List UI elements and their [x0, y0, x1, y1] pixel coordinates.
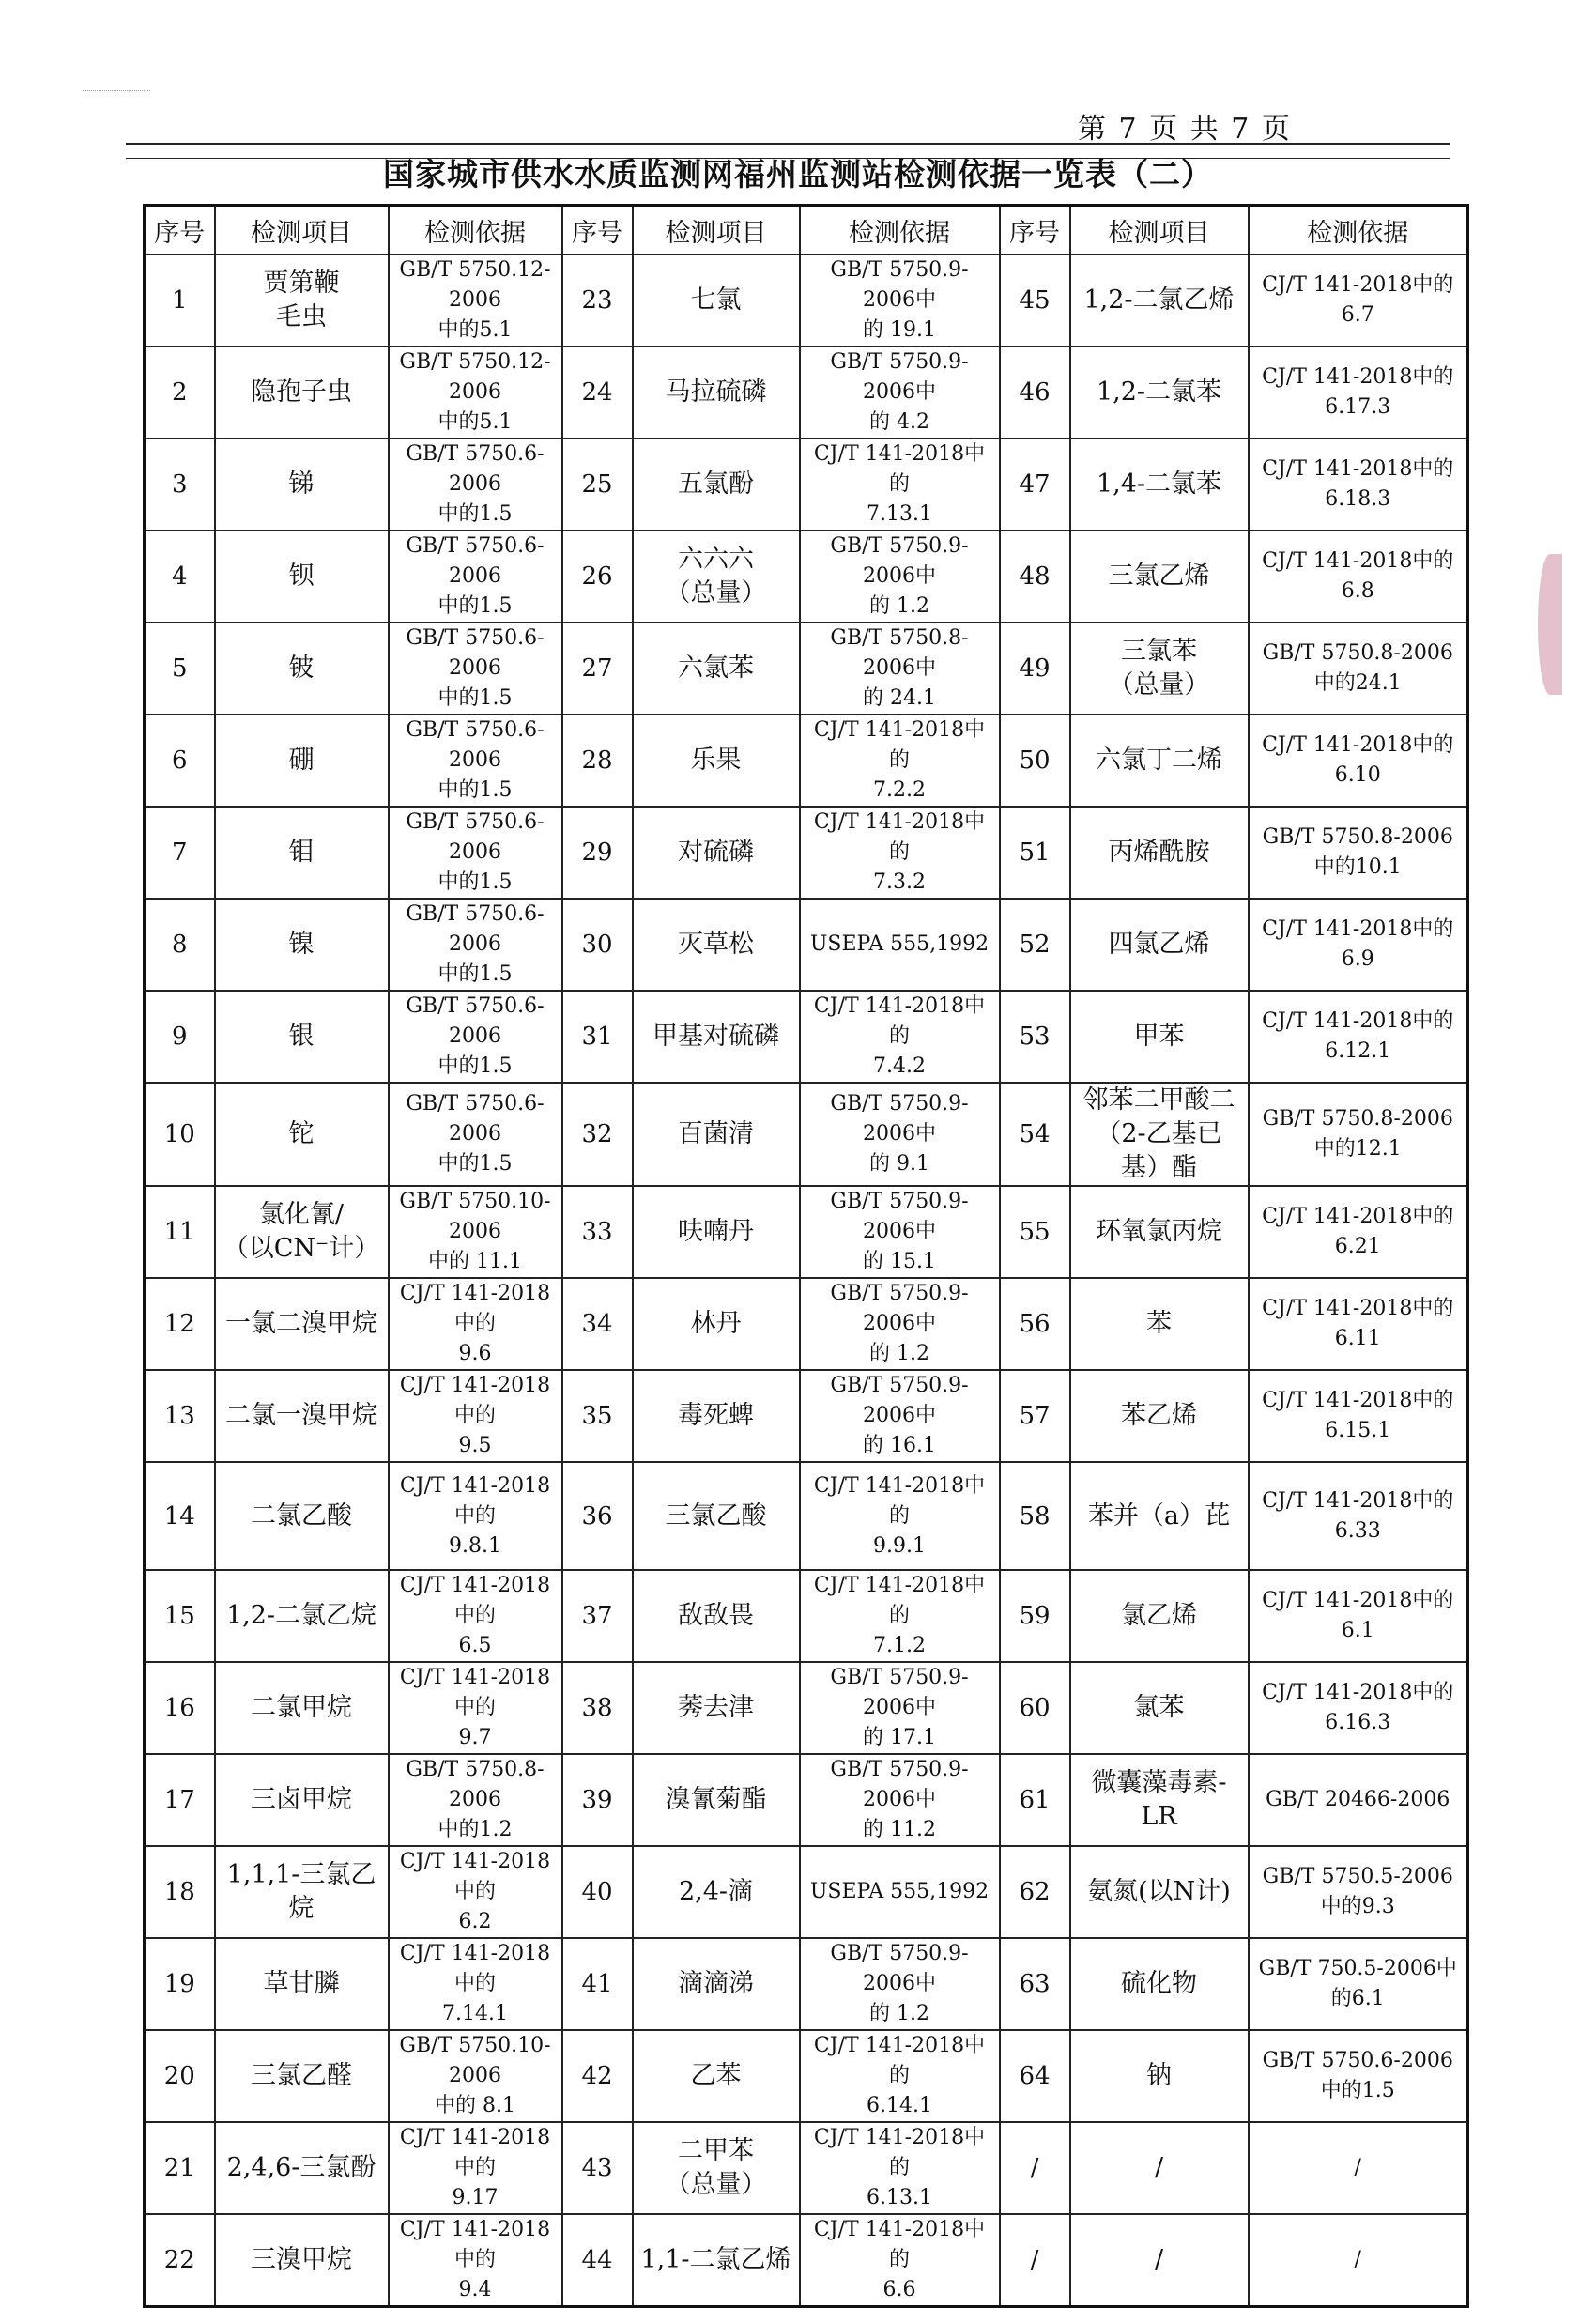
- test-basis: GB/T 5750.6-2006 中的1.5: [389, 899, 562, 991]
- test-item: 1,2-二氯乙烷: [215, 1570, 389, 1662]
- test-item: 苯: [1070, 1278, 1249, 1370]
- table-row: [145, 807, 1468, 899]
- table-row: [145, 531, 1468, 623]
- table-row: [145, 991, 1468, 1083]
- row-number: 44: [562, 2214, 633, 2307]
- row-number: 28: [562, 715, 633, 807]
- row-number: 8: [145, 899, 215, 991]
- table-row: [145, 1754, 1468, 1846]
- test-item: 六六六 （总量）: [633, 531, 800, 623]
- test-item: 毒死蜱: [633, 1370, 800, 1462]
- test-item: 草甘膦: [215, 1938, 389, 2030]
- test-basis: GB/T 5750.12-2006 中的5.1: [389, 254, 562, 346]
- test-basis: GB/T 5750.9-2006中 的 11.2: [800, 1754, 1000, 1846]
- test-item: 铊: [215, 1083, 389, 1186]
- row-number: /: [1000, 2214, 1070, 2307]
- table-row: [145, 1186, 1468, 1278]
- row-number: 3: [145, 439, 215, 531]
- test-basis: GB/T 5750.8-2006中 的 24.1: [800, 623, 1000, 715]
- test-basis: CJ/T 141-2018中的 9.5: [389, 1370, 562, 1462]
- test-item: 甲基对硫磷: [633, 991, 800, 1083]
- test-item: 滴滴涕: [633, 1938, 800, 2030]
- row-number: 5: [145, 623, 215, 715]
- test-item: 镍: [215, 899, 389, 991]
- test-item: 铍: [215, 623, 389, 715]
- row-number: 17: [145, 1754, 215, 1846]
- row-number: 15: [145, 1570, 215, 1662]
- test-item: 六氯丁二烯: [1070, 715, 1249, 807]
- test-item: 邻苯二甲酸二 （2-乙基已 基）酯: [1070, 1083, 1249, 1186]
- test-item: 甲苯: [1070, 991, 1249, 1083]
- test-item: 氨氮(以N计): [1070, 1846, 1249, 1938]
- test-basis: GB/T 5750.9-2006中 的 16.1: [800, 1370, 1000, 1462]
- row-number: 36: [562, 1462, 633, 1570]
- test-basis: GB/T 5750.9-2006中 的 1.2: [800, 1938, 1000, 2030]
- row-number: 33: [562, 1186, 633, 1278]
- test-item: 呋喃丹: [633, 1186, 800, 1278]
- row-number: 13: [145, 1370, 215, 1462]
- test-basis: CJ/T 141-2018中的 6.2: [389, 1846, 562, 1938]
- header-no: 序号: [1000, 206, 1070, 255]
- test-item: 六氯苯: [633, 623, 800, 715]
- test-basis: GB/T 5750.6-2006 中的1.5: [389, 991, 562, 1083]
- test-basis: CJ/T 141-2018中的 6.8: [1249, 531, 1468, 623]
- row-number: 46: [1000, 346, 1070, 439]
- header-rule: [126, 143, 1450, 145]
- test-basis: CJ/T 141-2018中的 9.9.1: [800, 1462, 1000, 1570]
- test-basis: GB/T 5750.6-2006 中的1.5: [389, 1083, 562, 1186]
- row-number: 4: [145, 531, 215, 623]
- row-number: 30: [562, 899, 633, 991]
- row-number: 64: [1000, 2030, 1070, 2122]
- test-basis: GB/T 5750.6-2006 中的1.5: [389, 439, 562, 531]
- row-number: 11: [145, 1186, 215, 1278]
- table-row: [145, 1662, 1468, 1754]
- table-body: [145, 254, 1468, 2307]
- test-item: 五氯酚: [633, 439, 800, 531]
- row-number: 22: [145, 2214, 215, 2307]
- row-number: 35: [562, 1370, 633, 1462]
- test-basis: GB/T 5750.10-2006 中的 11.1: [389, 1186, 562, 1278]
- test-item: 灭草松: [633, 899, 800, 991]
- test-basis: CJ/T 141-2018中的 6.18.3: [1249, 439, 1468, 531]
- test-basis: GB/T 5750.10-2006 中的 8.1: [389, 2030, 562, 2122]
- table-row: [145, 2122, 1468, 2214]
- test-item: 贾第鞭 毛虫: [215, 254, 389, 346]
- table-header-row: [145, 206, 1468, 255]
- test-item: 钼: [215, 807, 389, 899]
- test-basis: CJ/T 141-2018中的 6.6: [800, 2214, 1000, 2307]
- table-row: [145, 439, 1468, 531]
- test-basis: GB/T 5750.6-2006 中的1.5: [389, 531, 562, 623]
- row-number: 52: [1000, 899, 1070, 991]
- test-item: 乐果: [633, 715, 800, 807]
- row-number: 14: [145, 1462, 215, 1570]
- test-basis: USEPA 555,1992: [800, 1846, 1000, 1938]
- row-number: 9: [145, 991, 215, 1083]
- row-number: 24: [562, 346, 633, 439]
- row-number: 63: [1000, 1938, 1070, 2030]
- row-number: 37: [562, 1570, 633, 1662]
- test-basis: CJ/T 141-2018中的 7.2.2: [800, 715, 1000, 807]
- test-item: 二氯一溴甲烷: [215, 1370, 389, 1462]
- test-item: 二甲苯 （总量）: [633, 2122, 800, 2214]
- test-item: 微囊藻毒素-LR: [1070, 1754, 1249, 1846]
- row-number: 59: [1000, 1570, 1070, 1662]
- test-basis: CJ/T 141-2018中的 7.14.1: [389, 1938, 562, 2030]
- test-basis: CJ/T 141-2018中的 6.21: [1249, 1186, 1468, 1278]
- test-basis: GB/T 5750.5-2006 中的9.3: [1249, 1846, 1468, 1938]
- test-basis: GB/T 5750.9-2006中 的 9.1: [800, 1083, 1000, 1186]
- test-basis: CJ/T 141-2018中的 7.4.2: [800, 991, 1000, 1083]
- row-number: 12: [145, 1278, 215, 1370]
- header-basis: 检测依据: [389, 206, 562, 255]
- test-item: 钠: [1070, 2030, 1249, 2122]
- header-no: 序号: [562, 206, 633, 255]
- test-item: 丙烯酰胺: [1070, 807, 1249, 899]
- test-item: 三氯苯 （总量）: [1070, 623, 1249, 715]
- test-item: 苯乙烯: [1070, 1370, 1249, 1462]
- margin-scribble: [83, 90, 150, 110]
- test-basis: CJ/T 141-2018中的 6.5: [389, 1570, 562, 1662]
- table-row: [145, 715, 1468, 807]
- test-basis: GB/T 20466-2006: [1249, 1754, 1468, 1846]
- test-item: 乙苯: [633, 2030, 800, 2122]
- test-basis: CJ/T 141-2018中的 6.15.1: [1249, 1370, 1468, 1462]
- test-basis: USEPA 555,1992: [800, 899, 1000, 991]
- header-no: 序号: [145, 206, 215, 255]
- test-basis: GB/T 5750.9-2006中 的 15.1: [800, 1186, 1000, 1278]
- test-item: 三氯乙醛: [215, 2030, 389, 2122]
- test-item: 对硫磷: [633, 807, 800, 899]
- header-basis: 检测依据: [1249, 206, 1468, 255]
- table-row: [145, 1083, 1468, 1186]
- table-row: [145, 1462, 1468, 1570]
- table-row: [145, 2030, 1468, 2122]
- row-number: 55: [1000, 1186, 1070, 1278]
- test-basis: CJ/T 141-2018中的 9.17: [389, 2122, 562, 2214]
- row-number: 2: [145, 346, 215, 439]
- row-number: 41: [562, 1938, 633, 2030]
- test-basis: CJ/T 141-2018中的 6.10: [1249, 715, 1468, 807]
- row-number: 39: [562, 1754, 633, 1846]
- test-item: 一氯二溴甲烷: [215, 1278, 389, 1370]
- row-number: 29: [562, 807, 633, 899]
- test-basis: GB/T 5750.8-2006 中的1.2: [389, 1754, 562, 1846]
- test-item: 林丹: [633, 1278, 800, 1370]
- test-basis: CJ/T 141-2018中的 6.7: [1249, 254, 1468, 346]
- row-number: 34: [562, 1278, 633, 1370]
- table-row: [145, 346, 1468, 439]
- table-row: [145, 1278, 1468, 1370]
- row-number: 54: [1000, 1083, 1070, 1186]
- test-item: 二氯甲烷: [215, 1662, 389, 1754]
- test-basis: GB/T 5750.8-2006 中的12.1: [1249, 1083, 1468, 1186]
- row-number: 51: [1000, 807, 1070, 899]
- row-number: 38: [562, 1662, 633, 1754]
- test-basis: CJ/T 141-2018中的 6.16.3: [1249, 1662, 1468, 1754]
- test-item: 隐孢子虫: [215, 346, 389, 439]
- row-number: 48: [1000, 531, 1070, 623]
- test-item: 氯乙烯: [1070, 1570, 1249, 1662]
- row-number: 42: [562, 2030, 633, 2122]
- test-basis: CJ/T 141-2018中的 9.8.1: [389, 1462, 562, 1570]
- table-row: [145, 1570, 1468, 1662]
- test-item: 2,4-滴: [633, 1846, 800, 1938]
- test-basis: CJ/T 141-2018中的 7.3.2: [800, 807, 1000, 899]
- test-basis: GB/T 5750.6-2006 中的1.5: [389, 807, 562, 899]
- page-number: 第 7 页 共 7 页: [1078, 113, 1292, 146]
- test-item: 硫化物: [1070, 1938, 1249, 2030]
- row-number: 62: [1000, 1846, 1070, 1938]
- table-row: [145, 1846, 1468, 1938]
- test-basis: /: [1249, 2122, 1468, 2214]
- table-row: [145, 1370, 1468, 1462]
- row-number: 10: [145, 1083, 215, 1186]
- test-item: 三氯乙烯: [1070, 531, 1249, 623]
- test-item: 硼: [215, 715, 389, 807]
- test-item: 溴氰菊酯: [633, 1754, 800, 1846]
- test-item: 2,4,6-三氯酚: [215, 2122, 389, 2214]
- table-row: [145, 1938, 1468, 2030]
- row-number: 20: [145, 2030, 215, 2122]
- row-number: 16: [145, 1662, 215, 1754]
- row-number: 7: [145, 807, 215, 899]
- row-number: 53: [1000, 991, 1070, 1083]
- test-item: 七氯: [633, 254, 800, 346]
- row-number: 43: [562, 2122, 633, 2214]
- test-basis: CJ/T 141-2018中的 6.17.3: [1249, 346, 1468, 439]
- header-item: 检测项目: [633, 206, 800, 255]
- test-basis: CJ/T 141-2018中的 9.6: [389, 1278, 562, 1370]
- row-number: 21: [145, 2122, 215, 2214]
- table-row: [145, 2214, 1468, 2307]
- test-item: /: [1070, 2122, 1249, 2214]
- test-basis: CJ/T 141-2018中的 6.33: [1249, 1462, 1468, 1570]
- row-number: 49: [1000, 623, 1070, 715]
- test-basis: GB/T 5750.9-2006中 的 1.2: [800, 531, 1000, 623]
- test-item: 1,2-二氯苯: [1070, 346, 1249, 439]
- test-item: 钡: [215, 531, 389, 623]
- test-item: 马拉硫磷: [633, 346, 800, 439]
- test-item: 1,2-二氯乙烯: [1070, 254, 1249, 346]
- test-basis: GB/T 5750.9-2006中 的 19.1: [800, 254, 1000, 346]
- document-title: 国家城市供水水质监测网福州监测站检测依据一览表（二）: [383, 156, 1213, 192]
- test-item: 敌敌畏: [633, 1570, 800, 1662]
- test-item: 1,1,1-三氯乙烷: [215, 1846, 389, 1938]
- row-number: 18: [145, 1846, 215, 1938]
- test-basis: /: [1249, 2214, 1468, 2307]
- test-basis: GB/T 5750.8-2006 中的24.1: [1249, 623, 1468, 715]
- test-basis: CJ/T 141-2018中的 6.12.1: [1249, 991, 1468, 1083]
- test-item: 1,4-二氯苯: [1070, 439, 1249, 531]
- test-basis: GB/T 5750.6-2006 中的1.5: [1249, 2030, 1468, 2122]
- row-number: 61: [1000, 1754, 1070, 1846]
- row-number: /: [1000, 2122, 1070, 2214]
- test-item: 三卤甲烷: [215, 1754, 389, 1846]
- row-number: 27: [562, 623, 633, 715]
- test-item: 四氯乙烯: [1070, 899, 1249, 991]
- row-number: 25: [562, 439, 633, 531]
- test-basis: CJ/T 141-2018中的 7.13.1: [800, 439, 1000, 531]
- table-row: [145, 254, 1468, 346]
- test-basis: CJ/T 141-2018中的 9.4: [389, 2214, 562, 2307]
- row-number: 40: [562, 1846, 633, 1938]
- header-item: 检测项目: [215, 206, 389, 255]
- row-number: 45: [1000, 254, 1070, 346]
- test-basis: GB/T 5750.9-2006中 的 1.2: [800, 1278, 1000, 1370]
- test-basis: GB/T 5750.6-2006 中的1.5: [389, 715, 562, 807]
- row-number: 58: [1000, 1462, 1070, 1570]
- row-number: 47: [1000, 439, 1070, 531]
- test-basis: GB/T 750.5-2006中 的6.1: [1249, 1938, 1468, 2030]
- basis-table: [143, 204, 1469, 2308]
- test-basis: GB/T 5750.12-2006 中的5.1: [389, 346, 562, 439]
- test-item: /: [1070, 2214, 1249, 2307]
- table-row: [145, 623, 1468, 715]
- test-item: 三溴甲烷: [215, 2214, 389, 2307]
- row-number: 60: [1000, 1662, 1070, 1754]
- test-item: 百菌清: [633, 1083, 800, 1186]
- test-basis: GB/T 5750.9-2006中 的 17.1: [800, 1662, 1000, 1754]
- row-number: 26: [562, 531, 633, 623]
- test-item: 环氧氯丙烷: [1070, 1186, 1249, 1278]
- test-basis: CJ/T 141-2018中的 6.13.1: [800, 2122, 1000, 2214]
- test-basis: CJ/T 141-2018中的 6.14.1: [800, 2030, 1000, 2122]
- test-basis: GB/T 5750.6-2006 中的1.5: [389, 623, 562, 715]
- row-number: 31: [562, 991, 633, 1083]
- row-number: 56: [1000, 1278, 1070, 1370]
- row-number: 32: [562, 1083, 633, 1186]
- test-basis: CJ/T 141-2018中的 6.9: [1249, 899, 1468, 991]
- row-number: 23: [562, 254, 633, 346]
- row-number: 1: [145, 254, 215, 346]
- test-item: 锑: [215, 439, 389, 531]
- test-basis: CJ/T 141-2018中的 6.1: [1249, 1570, 1468, 1662]
- header-basis: 检测依据: [800, 206, 1000, 255]
- test-item: 氯苯: [1070, 1662, 1249, 1754]
- test-item: 1,1-二氯乙烯: [633, 2214, 800, 2307]
- test-basis: CJ/T 141-2018中的 9.7: [389, 1662, 562, 1754]
- test-item: 三氯乙酸: [633, 1462, 800, 1570]
- row-number: 50: [1000, 715, 1070, 807]
- test-basis: GB/T 5750.8-2006 中的10.1: [1249, 807, 1468, 899]
- row-number: 19: [145, 1938, 215, 2030]
- header-item: 检测项目: [1070, 206, 1249, 255]
- test-basis: CJ/T 141-2018中的 7.1.2: [800, 1570, 1000, 1662]
- test-basis: GB/T 5750.9-2006中 的 4.2: [800, 346, 1000, 439]
- test-item: 二氯乙酸: [215, 1462, 389, 1570]
- pink-margin-mark: [1538, 554, 1562, 695]
- row-number: 6: [145, 715, 215, 807]
- test-item: 氯化氰/ （以CN⁻计）: [215, 1186, 389, 1278]
- test-item: 银: [215, 991, 389, 1083]
- table-row: [145, 899, 1468, 991]
- test-item: 苯并（a）芘: [1070, 1462, 1249, 1570]
- row-number: 57: [1000, 1370, 1070, 1462]
- test-basis: CJ/T 141-2018中的 6.11: [1249, 1278, 1468, 1370]
- test-item: 莠去津: [633, 1662, 800, 1754]
